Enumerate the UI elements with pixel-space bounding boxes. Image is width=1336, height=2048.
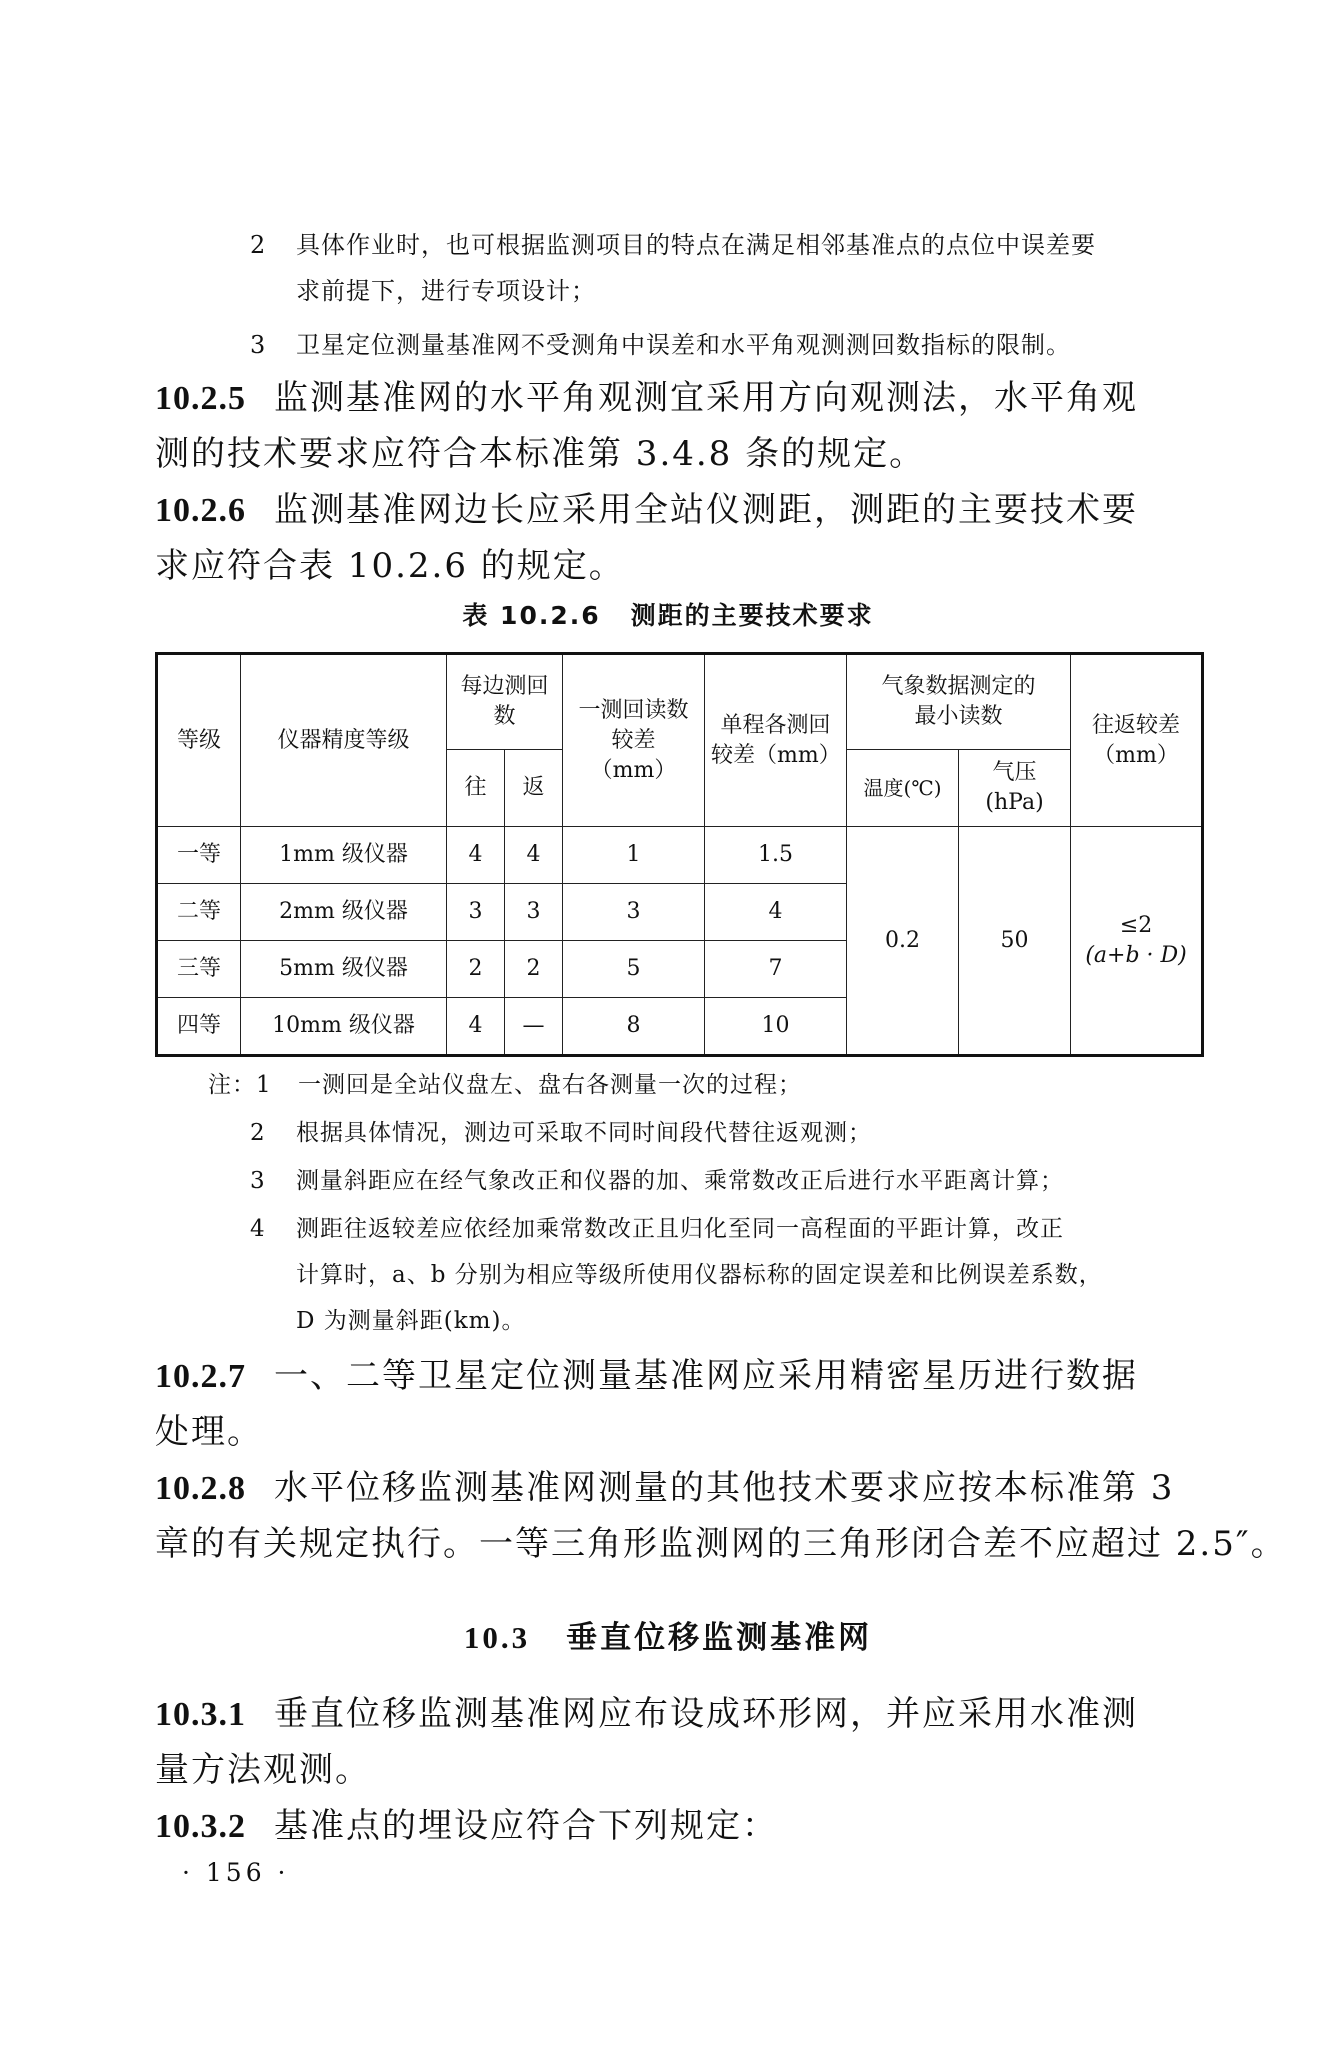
header-single-diff: 单程各测回较差（mm） xyxy=(705,654,847,827)
header-precision: 仪器精度等级 xyxy=(241,654,447,827)
note-item xyxy=(250,1212,1064,1246)
note-text: 根据具体情况，测边可采取不同时间段代替往返观测； xyxy=(296,1120,872,1146)
cell-reading-diff: 1 xyxy=(563,827,705,884)
table-caption xyxy=(0,596,1336,632)
note-number: 3 xyxy=(250,1168,266,1194)
clause-continuation: 章的有关规定执行。一等三角形监测网的三角形闭合差不应超过 2.5″。 xyxy=(155,1524,1287,1564)
clause-number: 10.3.2 xyxy=(155,1808,246,1845)
clause-text: 基准点的埋设应符合下列规定： xyxy=(274,1806,778,1846)
cell-precision: 5mm 级仪器 xyxy=(241,941,447,998)
clause-continuation: 求应符合表 10.2.6 的规定。 xyxy=(155,546,625,586)
header-round-trip: 往返较差（mm） xyxy=(1071,654,1203,827)
note-text: 一测回是全站仪盘左、盘右各测量一次的过程； xyxy=(298,1072,802,1098)
table-row xyxy=(157,827,1203,884)
clause xyxy=(155,1350,1138,1403)
note-continuation: 计算时，a、b 分别为相应等级所使用仪器标称的固定误差和比例误差系数， xyxy=(296,1262,1103,1288)
list-item-number: 2 xyxy=(250,231,267,259)
note-continuation: D 为测量斜距(km)。 xyxy=(296,1308,526,1334)
cell-return: 3 xyxy=(505,884,563,941)
cell-forward: 2 xyxy=(447,941,505,998)
clause-text: 监测基准网边长应采用全站仪测距，测距的主要技术要 xyxy=(274,490,1138,530)
list-item xyxy=(250,328,1071,362)
clause xyxy=(155,1800,778,1853)
clause-text: 水平位移监测基准网测量的其他技术要求应按本标准第 3 xyxy=(274,1468,1175,1508)
cell-grade: 三等 xyxy=(157,941,241,998)
cell-grade: 一等 xyxy=(157,827,241,884)
round-trip-formula: (a+b · D) xyxy=(1085,942,1187,968)
cell-round-trip-merged xyxy=(1071,827,1203,1056)
list-item-continuation: 求前提下，进行专项设计； xyxy=(296,277,596,305)
note-number: 2 xyxy=(250,1120,266,1146)
clause-continuation: 量方法观测。 xyxy=(155,1750,371,1790)
clause-number: 10.2.6 xyxy=(155,492,246,529)
cell-return: 2 xyxy=(505,941,563,998)
clause-number: 10.2.8 xyxy=(155,1470,246,1507)
list-item-text: 具体作业时，也可根据监测项目的特点在满足相邻基准点的点位中误差要 xyxy=(296,231,1096,259)
note-number: 4 xyxy=(250,1216,266,1242)
cell-forward: 3 xyxy=(447,884,505,941)
clause-continuation: 处理。 xyxy=(155,1412,263,1452)
note-number: 1 xyxy=(256,1072,272,1098)
cell-single-diff: 4 xyxy=(705,884,847,941)
cell-precision: 1mm 级仪器 xyxy=(241,827,447,884)
cell-reading-diff: 5 xyxy=(563,941,705,998)
clause-text: 一、二等卫星定位测量基准网应采用精密星历进行数据 xyxy=(274,1356,1138,1396)
clause-number: 10.2.5 xyxy=(155,380,246,417)
cell-temp-merged: 0.2 xyxy=(847,827,959,1056)
note-item xyxy=(250,1116,872,1150)
clause-number: 10.3.1 xyxy=(155,1696,246,1733)
cell-return: — xyxy=(505,998,563,1056)
technical-requirements-table xyxy=(155,652,1204,1057)
clause-text: 垂直位移监测基准网应布设成环形网，并应采用水准测 xyxy=(274,1694,1138,1734)
clause xyxy=(155,484,1138,537)
table-title: 测距的主要技术要求 xyxy=(630,601,874,630)
note-item xyxy=(208,1068,802,1102)
note-label: 注： xyxy=(208,1072,256,1098)
note-item xyxy=(250,1164,1064,1198)
note-text: 测距往返较差应依经加乘常数改正且归化至同一高程面的平距计算，改正 xyxy=(296,1216,1064,1242)
list-item-text: 卫星定位测量基准网不受测角中误差和水平角观测测回数指标的限制。 xyxy=(296,331,1071,359)
cell-single-diff: 7 xyxy=(705,941,847,998)
table-number: 表 10.2.6 xyxy=(462,601,601,630)
cell-pressure-merged: 50 xyxy=(959,827,1071,1056)
clause-text: 监测基准网的水平角观测宜采用方向观测法，水平角观 xyxy=(274,378,1138,418)
cell-return: 4 xyxy=(505,827,563,884)
round-trip-limit: ≤2 xyxy=(1119,912,1153,938)
clause xyxy=(155,1462,1174,1515)
list-item xyxy=(250,228,1096,262)
cell-forward: 4 xyxy=(447,998,505,1056)
header-rounds-per-side: 每边测回数 xyxy=(447,654,563,750)
note-text: 测量斜距应在经气象改正和仪器的加、乘常数改正后进行水平距离计算； xyxy=(296,1168,1064,1194)
cell-grade: 二等 xyxy=(157,884,241,941)
clause-number: 10.2.7 xyxy=(155,1358,246,1395)
list-item-number: 3 xyxy=(250,331,267,359)
page-number: · 156 · xyxy=(182,1858,290,1887)
header-return: 返 xyxy=(505,750,563,827)
cell-grade: 四等 xyxy=(157,998,241,1056)
header-reading-diff: 一测回读数较差（mm） xyxy=(563,654,705,827)
cell-reading-diff: 3 xyxy=(563,884,705,941)
header-temp: 温度(℃) xyxy=(847,750,959,827)
cell-precision: 2mm 级仪器 xyxy=(241,884,447,941)
cell-forward: 4 xyxy=(447,827,505,884)
section-heading xyxy=(0,1612,1336,1657)
cell-single-diff: 10 xyxy=(705,998,847,1056)
cell-precision: 10mm 级仪器 xyxy=(241,998,447,1056)
header-meteo: 气象数据测定的最小读数 xyxy=(847,654,1071,750)
section-title-text: 垂直位移监测基准网 xyxy=(566,1620,873,1656)
cell-single-diff: 1.5 xyxy=(705,827,847,884)
header-forward: 往 xyxy=(447,750,505,827)
header-pressure: 气压(hPa) xyxy=(959,750,1071,827)
header-grade: 等级 xyxy=(157,654,241,827)
section-number: 10.3 xyxy=(463,1620,531,1655)
clause-continuation: 测的技术要求应符合本标准第 3.4.8 条的规定。 xyxy=(155,434,926,474)
clause xyxy=(155,372,1138,425)
clause xyxy=(155,1688,1138,1741)
cell-reading-diff: 8 xyxy=(563,998,705,1056)
